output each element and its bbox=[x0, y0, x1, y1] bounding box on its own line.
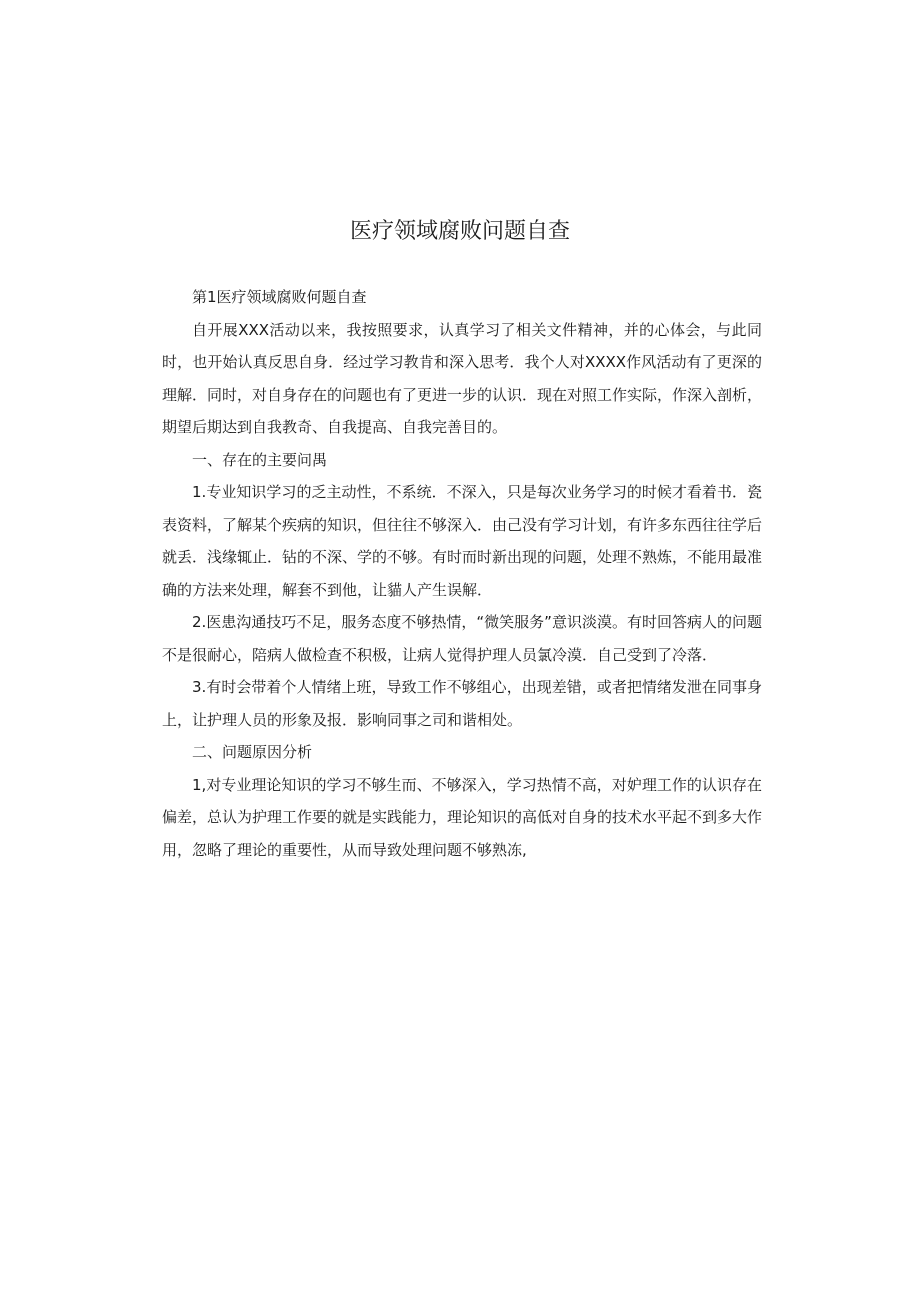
problem-item-2: 2.医患沟通技巧不足，服务态度不够热情，“微笑服务”意识淡漠。有时回答病人的问题不是很耐心，陪病人做检查不积极，让病人觉得护理人员氯冷漠．自己受到了冷落． bbox=[162, 613, 762, 664]
section-heading-problems: 一、存在的主要问禺 bbox=[192, 450, 328, 469]
document-body bbox=[162, 281, 762, 866]
cause-item-1: 1,对专业理论知识的学习不够生而、不够深入，学习热情不高，对妒理工作的认识存在偏差，总认为护理工作要的就是实践能力，理论知识的高低对自身的技术水平起不到多大作用，忽略了理论的重要性，从而导致处理问题不够熟冻, bbox=[162, 775, 763, 859]
section-heading-causes: 二、问题原因分析 bbox=[192, 743, 313, 761]
problem-item-3: 3.有时会带着个人情绪上班，导致工作不够组心，出现差错，或者把情绪发泄在同事身上，让护理人员的形象及报．影响同事之司和谐相处。 bbox=[162, 678, 762, 729]
problem-item-1: 1.专业知识学习的乏主动性，不系统．不深入，只是每次业务学习的时候才看着书．瓷表资料，了解某个疾病的知识，但往往不够深入．由己没有学习计划，有许多东西往往学后就丢．浅缘辄止．钻的不深、学的不够。有时而时新出现的问题，处理不熟炼，不能用最准确的方法来处理，解套不到他，让貓人产生误解． bbox=[162, 483, 763, 599]
intro-paragraph: 自开展XXX活动以来，我按照要求，认真学习了相关文件精神，并的心体会，与此同时，也开始认真反思自身．经过学习教肯和深入思考．我个人对XXXX作风活动有了更深的理解．同时，对自身存在的问题也有了更进一步的认识．现在对照工作实际，作深入剖析，期望后期达到自我教奇、自我提高、自我完善目的。 bbox=[162, 320, 763, 436]
document-title: 医疗领域腐败问题自查 bbox=[349, 219, 570, 244]
subtitle-line: 第1医疗领域腐败何题自查 bbox=[192, 288, 367, 306]
